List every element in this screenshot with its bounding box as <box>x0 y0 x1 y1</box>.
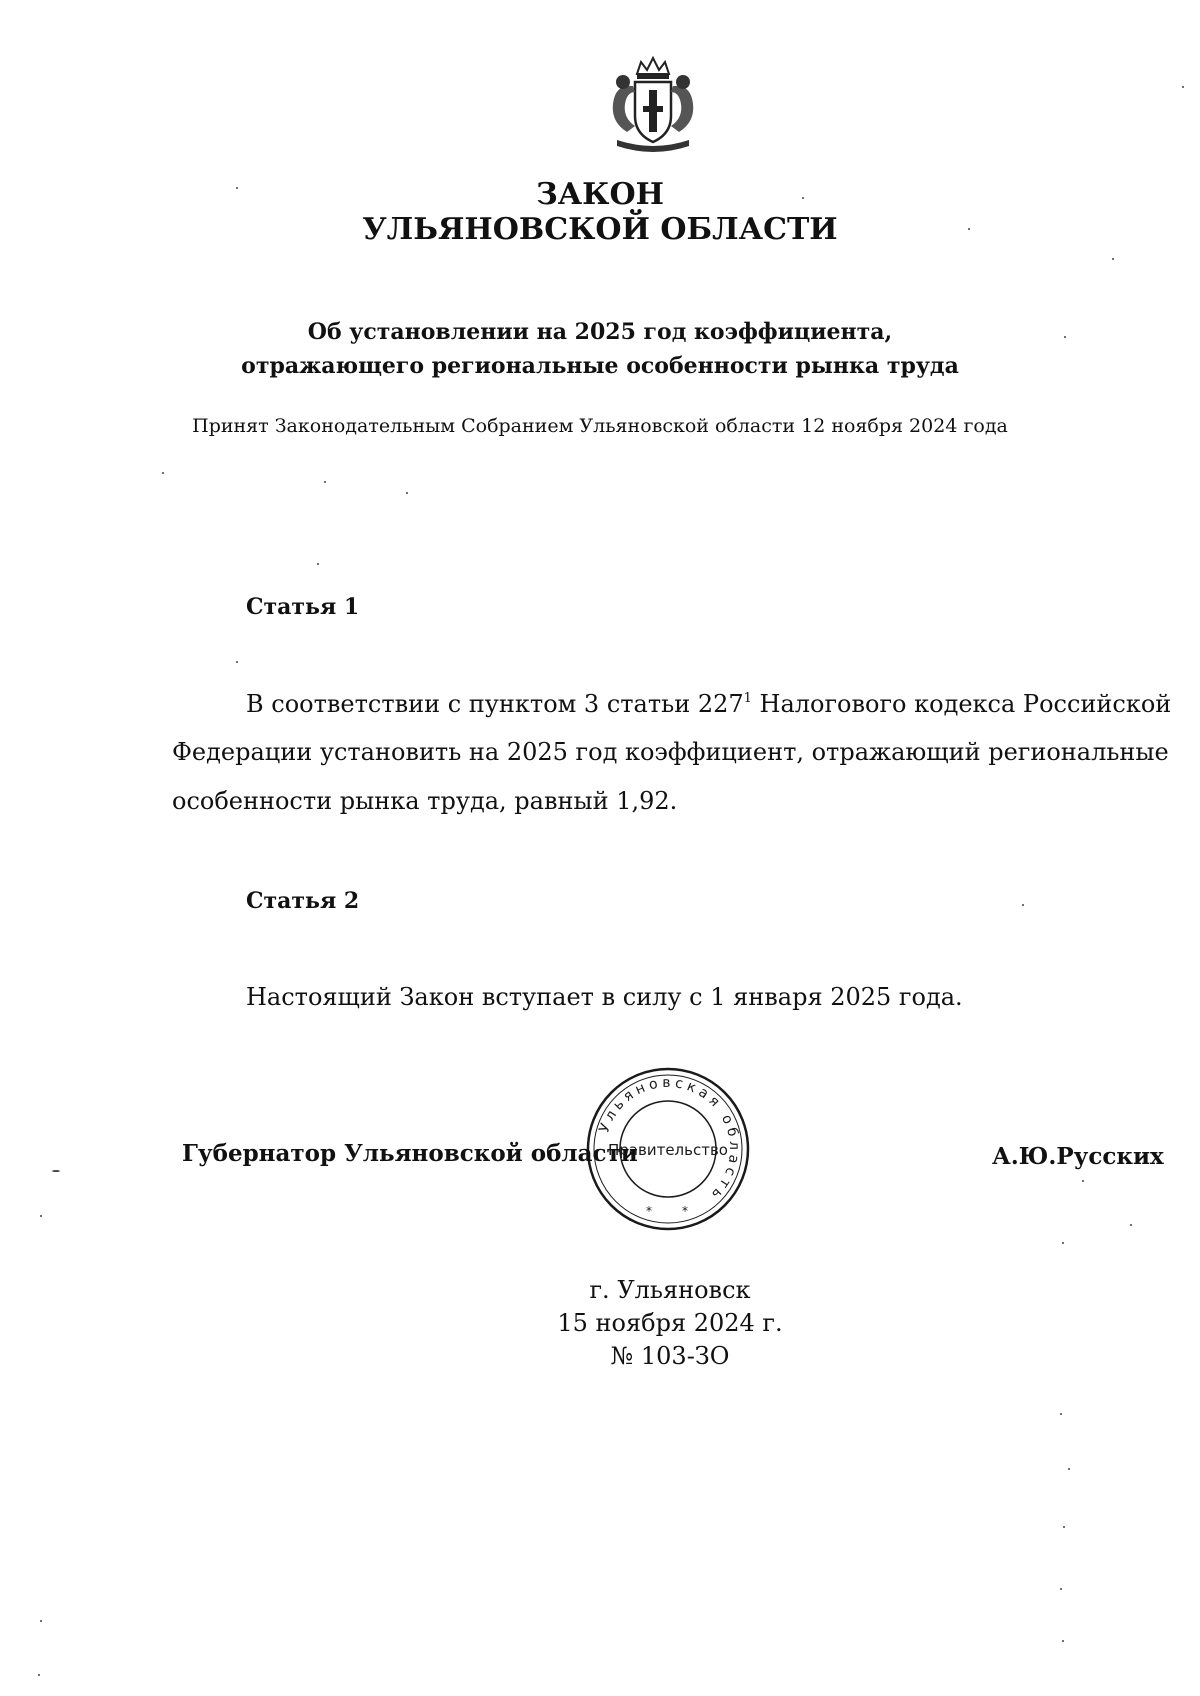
coat-of-arms-icon <box>597 56 709 156</box>
article-2-heading: Статья 2 <box>246 888 360 914</box>
scan-speck <box>1064 336 1066 338</box>
scan-speck <box>40 1620 42 1622</box>
stamp-center-text: Правительство <box>608 1141 728 1159</box>
scan-speck <box>1062 1640 1064 1642</box>
law-number: № 103-ЗО <box>610 1342 730 1370</box>
scan-speck <box>1060 1588 1062 1590</box>
scan-speck <box>236 187 238 189</box>
article-1-heading: Статья 1 <box>246 594 360 620</box>
scan-speck <box>317 563 319 565</box>
article-1-line-1-end: Налогового кодекса Российской <box>751 690 1172 718</box>
article-1-line-3: особенности рынка труда, равный 1,92. <box>172 787 678 815</box>
signatory-position: Губернатор Ульяновской области <box>182 1140 638 1167</box>
article-1-superscript: 1 <box>743 691 752 706</box>
scan-speck <box>40 1215 42 1217</box>
scan-speck <box>52 1170 60 1172</box>
scan-speck <box>1062 1242 1064 1244</box>
adoption-note: Принят Законодательным Собранием Ульяновской области 12 ноября 2024 года <box>192 415 1008 437</box>
svg-text:*: * <box>682 1204 688 1218</box>
scan-speck <box>1130 1224 1132 1226</box>
scan-speck <box>1060 1413 1062 1415</box>
scan-speck <box>802 197 804 199</box>
scan-speck <box>324 481 326 483</box>
article-1-line-2: Федерации установить на 2025 год коэффициент, отражающий региональные <box>172 738 1169 766</box>
scan-speck <box>1182 86 1184 88</box>
signatory-name: А.Ю.Русских <box>992 1143 1164 1170</box>
scan-speck <box>406 492 408 494</box>
law-title-line2: УЛЬЯНОВСКОЙ ОБЛАСТИ <box>362 212 838 247</box>
scan-speck <box>162 472 164 474</box>
article-1-line-1-start: В соответствии с пунктом 3 статьи 227 <box>246 690 744 718</box>
scan-speck <box>1063 1526 1065 1528</box>
scan-speck <box>1068 1468 1070 1470</box>
article-2-text: Настоящий Закон вступает в силу с 1 января 2025 года. <box>246 983 963 1011</box>
law-subject-line2: отражающего региональные особенности рынка труда <box>241 353 959 379</box>
svg-text:*: * <box>646 1204 652 1218</box>
scan-speck <box>236 661 238 663</box>
law-subject-line1: Об установлении на 2025 год коэффициента, <box>307 319 893 345</box>
law-title-line1: ЗАКОН <box>536 177 664 212</box>
signing-place: г. Ульяновск <box>589 1276 751 1304</box>
scan-speck <box>1112 258 1114 260</box>
signing-date: 15 ноября 2024 г. <box>557 1309 783 1337</box>
scan-speck <box>1082 1180 1084 1182</box>
scan-speck <box>1022 904 1024 906</box>
stamp-ring-text: Ульяновская область <box>596 1074 743 1205</box>
article-1-line-1 <box>246 690 1172 718</box>
scan-speck <box>38 1674 40 1676</box>
scan-speck <box>968 228 970 230</box>
